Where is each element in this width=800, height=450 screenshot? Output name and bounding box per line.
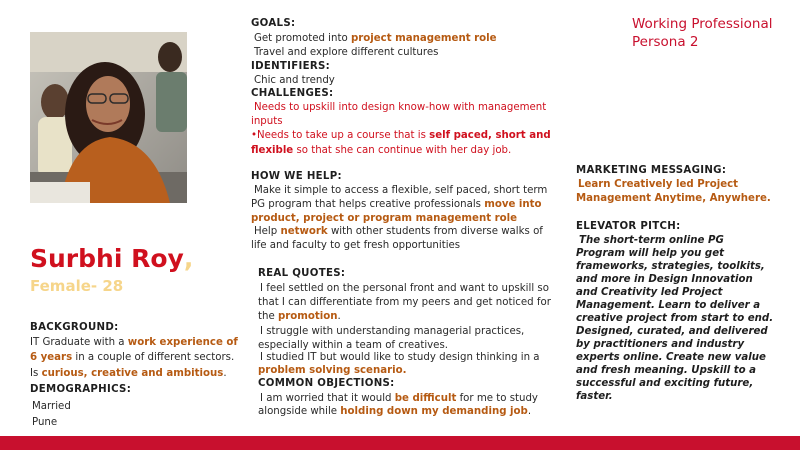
elevator-line: experts online. Create new value — [576, 352, 766, 363]
elevator-line: successful and exciting future, — [576, 378, 754, 389]
persona-photo — [30, 32, 187, 203]
goals-line-1: Get promoted into project management role — [254, 33, 497, 44]
elevator-line: and more in Design Innovation — [576, 274, 753, 285]
elevator-line: faster. — [576, 391, 613, 402]
challenges-heading: CHALLENGES: — [251, 88, 334, 99]
background-line-2: 6 years in a couple of different sectors. — [30, 352, 235, 363]
bottom-accent-bar — [0, 436, 800, 450]
elevator-line: and fresh meaning. Upskill to a — [576, 365, 757, 376]
persona-name-comma: , — [183, 244, 194, 273]
real-quotes-line-6: I studied IT but would like to study design thinking in a — [260, 352, 540, 363]
persona-photo-illustration — [30, 32, 187, 203]
how-we-help-heading: HOW WE HELP: — [251, 171, 342, 182]
elevator-line: The short-term online PG — [579, 235, 724, 246]
elevator-line: by practitioners and industry — [576, 339, 745, 350]
goals-line-2: Travel and explore different cultures — [254, 47, 439, 58]
demographics-heading: DEMOGRAPHICS: — [30, 384, 132, 395]
demographics-item: Married — [32, 401, 71, 412]
page-title-line-1: Working Professional — [632, 16, 773, 32]
how-we-help-line-3: product, project or program management role — [251, 213, 518, 224]
objections-heading: COMMON OBJECTIONS: — [258, 378, 395, 389]
how-we-help-line-5: life and faculty to get fresh opportunities — [251, 240, 461, 251]
persona-name-line — [30, 244, 193, 273]
elevator-line: Designed, curated, and delivered — [576, 326, 768, 337]
objections-line-2: alongside while holding down my demanding job. — [258, 406, 532, 417]
challenges-line-4: flexible so that she can continue with her day job. — [251, 145, 512, 156]
marketing-line-1: Learn Creatively led Project — [578, 179, 739, 190]
elevator-line: Program will help you get — [576, 248, 724, 259]
goals-heading: GOALS: — [251, 18, 296, 29]
persona-name: Surbhi Roy — [30, 244, 184, 273]
real-quotes-line-5: especially within a team of creatives. — [258, 340, 449, 351]
how-we-help-line-4: Help network with other students from diverse walks of — [254, 226, 543, 237]
background-line-1: IT Graduate with a work experience of — [30, 337, 238, 348]
identifiers-heading: IDENTIFIERS: — [251, 61, 331, 72]
challenges-line-3: •Needs to take up a course that is self paced, short and — [251, 130, 551, 141]
how-we-help-line-1: Make it simple to access a flexible, self paced, short term — [254, 185, 548, 196]
background-heading: BACKGROUND: — [30, 322, 119, 333]
elevator-heading: ELEVATOR PITCH: — [576, 221, 681, 232]
real-quotes-line-2: that I can differentiate from my peers and get noticed for — [258, 297, 551, 308]
persona-meta: Female- 28 — [30, 277, 124, 295]
real-quotes-line-4: I struggle with understanding managerial practices, — [260, 326, 525, 337]
elevator-line: and Creativity led Project — [576, 287, 723, 298]
background-line-3: Is curious, creative and ambitious. — [30, 368, 227, 379]
page-title-line-2: Persona 2 — [632, 34, 699, 50]
objections-line-1: I am worried that it would be difficult for me to study — [260, 393, 538, 404]
real-quotes-line-3: the promotion. — [258, 311, 341, 322]
how-we-help-line-2: PG program that helps creative professionals move into — [251, 199, 542, 210]
challenges-line-2: inputs — [251, 116, 283, 127]
elevator-line: creative project from start to end. — [576, 313, 774, 324]
marketing-line-2: Management Anytime, Anywhere. — [576, 193, 771, 204]
elevator-pitch — [576, 234, 773, 403]
demographics-item: Pune — [32, 417, 58, 428]
identifiers-line-1: Chic and trendy — [254, 75, 335, 86]
real-quotes-line-1: I feel settled on the personal front and want to upskill so — [260, 283, 549, 294]
elevator-line: frameworks, strategies, toolkits, — [576, 261, 765, 272]
elevator-line: Management. Learn to deliver a — [576, 300, 761, 311]
real-quotes-line-7: problem solving scenario. — [258, 365, 407, 376]
real-quotes-heading: REAL QUOTES: — [258, 268, 346, 279]
marketing-heading: MARKETING MESSAGING: — [576, 165, 727, 176]
challenges-line-1: Needs to upskill into design know-how with management — [254, 102, 547, 113]
